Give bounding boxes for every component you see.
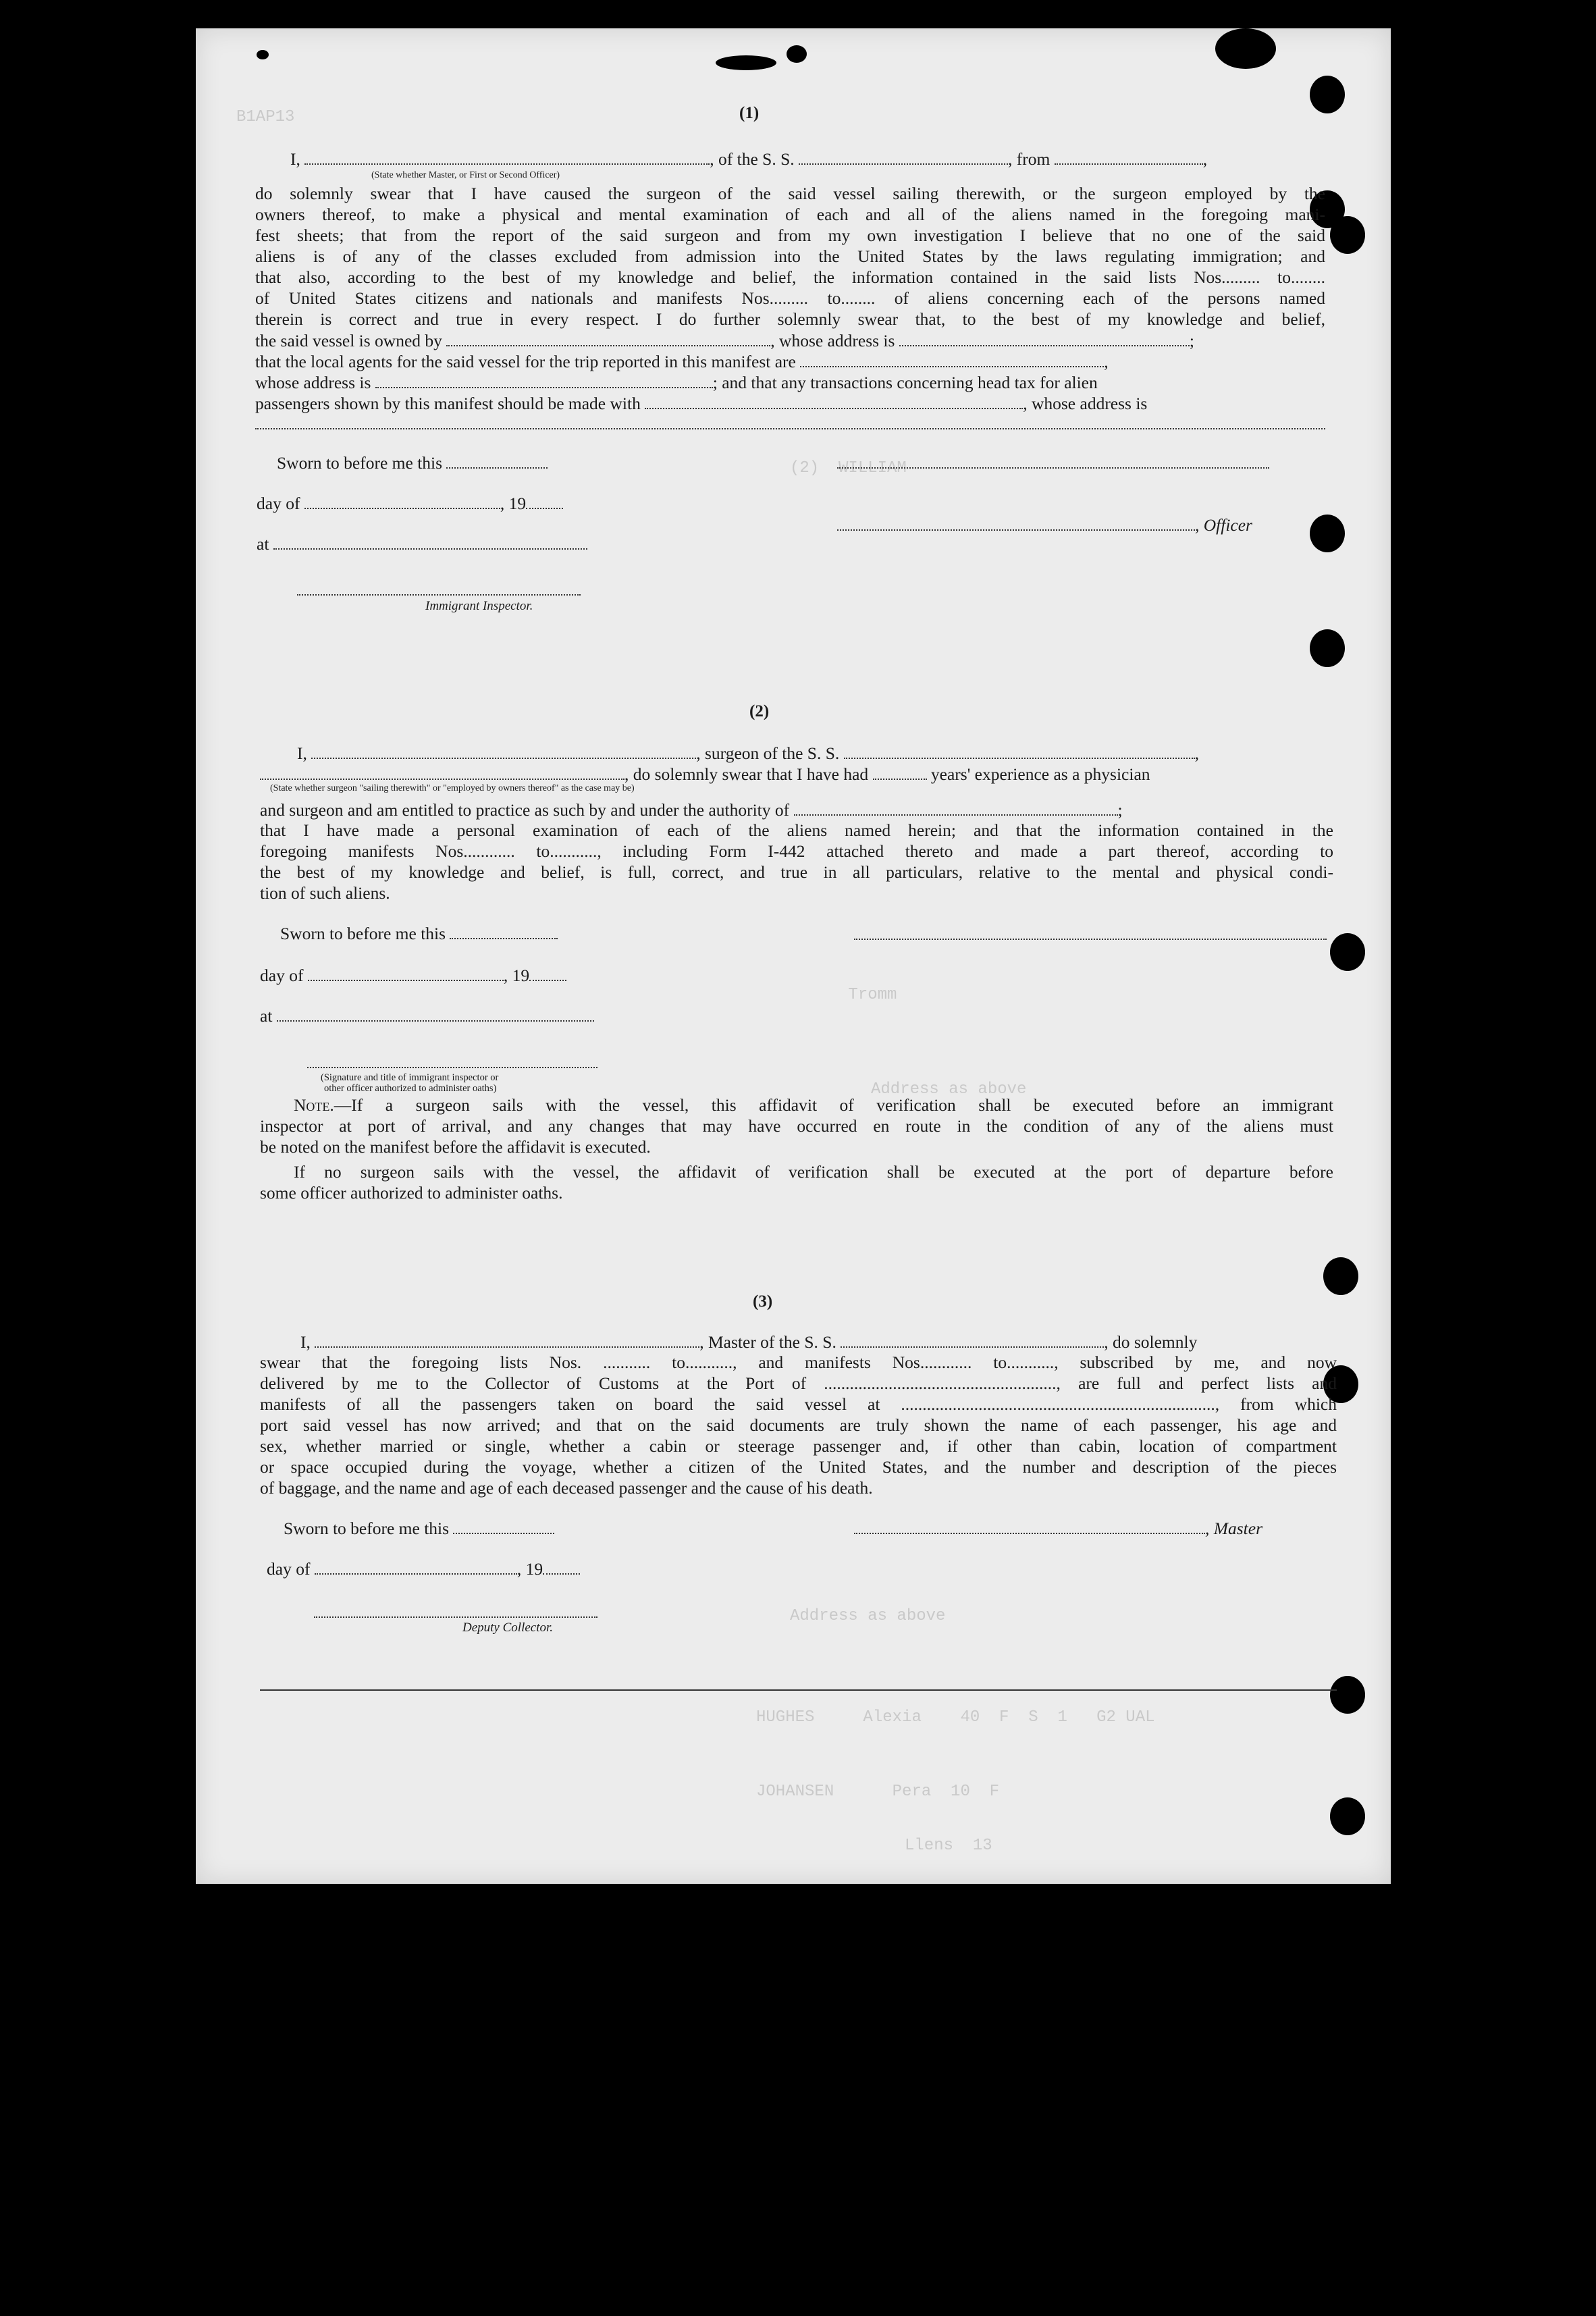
note-paragraph: some officer authorized to administer oaths. [260, 1183, 563, 1203]
owned-by-line: the said vessel is owned by , whose address is ; [255, 331, 1194, 350]
punch-hole [1310, 515, 1345, 552]
at-line: at [260, 1005, 594, 1026]
section2-line2: , do solemnly swear that I have had years' experience as a physician [260, 764, 1150, 785]
section-number: (3) [753, 1292, 773, 1311]
punch-hole [1330, 1797, 1365, 1835]
collector-signature-line [314, 1616, 597, 1618]
section1-line1: I, , of the S. S. , from , [290, 149, 1208, 169]
sworn-line: Sworn to before me this [277, 452, 548, 473]
punch-hole [1330, 1676, 1365, 1714]
ink-blot [716, 55, 776, 70]
officer-signature-line: , Officer [837, 515, 1252, 535]
agents-address-line: whose address is ; and that any transactions concerning head tax for alien [255, 373, 1098, 392]
officer-note: (State whether Master, or First or Second Officer) [371, 170, 560, 180]
bleed-through-text: Address as above [790, 1607, 946, 1625]
day-of-line: day of , 19 [267, 1558, 580, 1579]
ink-blot [1215, 28, 1276, 69]
day-of-line: day of , 19 [257, 493, 563, 514]
note-paragraph: be noted on the manifest before the affidavit is executed. [260, 1137, 651, 1157]
punch-hole [1310, 76, 1345, 113]
authority-line: and surgeon and am entitled to practice as such by and under the authority of ; [260, 800, 1123, 820]
note-paragraph: Note.—If a surgeon sails with the vessel, this affidavit of verification shall be executed before an immigrant [294, 1095, 1333, 1115]
surgeon-signature-line [854, 939, 1327, 940]
signature-line [837, 467, 1269, 469]
section-number: (1) [739, 104, 760, 122]
punch-hole [1323, 1257, 1358, 1295]
local-agents-line: that the local agents for the said vessel for the trip reported in this manifest are , [255, 352, 1109, 371]
signature-note: other officer authorized to administer oaths) [324, 1083, 497, 1094]
section-number: (2) [749, 702, 770, 720]
inspector-signature-line [297, 594, 581, 596]
sworn-line: Sworn to before me this [280, 923, 558, 944]
bleed-through-text: Llens 13 [905, 1837, 992, 1855]
bottom-rule [260, 1689, 1337, 1691]
day-of-line: day of , 19 [260, 965, 566, 986]
inspector-signature-line [307, 1067, 597, 1068]
punch-hole [1330, 216, 1365, 254]
note-paragraph: inspector at port of arrival, and any changes that may have occurred en route in the condition of any of the aliens must [260, 1116, 1333, 1136]
inspector-caption: Immigrant Inspector. [425, 599, 533, 613]
section3-line1: I, , Master of the S. S. , do solemnly [300, 1332, 1198, 1352]
surgeon-note: (State whether surgeon "sailing therewith" or "employed by owners thereof" as the case may be) [270, 783, 635, 793]
bleed-through-text: Tromm [790, 986, 897, 1004]
bleed-through-text: HUGHES Alexia 40 F S 1 G2 UAL [756, 1708, 1155, 1727]
bleed-through-text: JOHANSEN Pera 10 F [756, 1783, 1000, 1801]
ink-blot [787, 45, 807, 63]
collector-caption: Deputy Collector. [462, 1621, 554, 1635]
punch-hole [1310, 629, 1345, 667]
ink-blot [257, 50, 269, 59]
address-dotted-line [255, 428, 1325, 429]
bleed-through-text: B1AP13 [236, 108, 295, 126]
head-tax-line: passengers shown by this manifest should be made with , whose address is [255, 394, 1148, 413]
bleed-through-text: (2) WILLIAM [790, 459, 907, 477]
bleed-through-text: Address as above [871, 1080, 1027, 1099]
section2-line1: I, , surgeon of the S. S. , [297, 743, 1200, 763]
at-line: at [257, 533, 587, 554]
manifest-affidavit-page: (2) WILLIAM Tromm Address as above Address as above HUGHES Alexia 40 F S 1 G2 UAL JOHANSEN Pera 10 F Llens 13 B1AP13 (1) I, , of the S. S. , from , (State whether Master, or First or Second Officer) do solemnly swear that I have caused the surgeon of the said vessel sailing therewith, or the surgeon employed by the owners thereof, to make a physical and mental examination of each and all of the aliens named in the foregoing mani- fest sheets; that from the report of the said surgeon and from my own investigation I believe that no one of the said aliens is of any of the classes excluded from admission into the United States by the laws regulating immigration; and that also, according to the best of my knowledge and belief, the information contained in the said lists Nos......... to........ of United States citizens and nationals and manifests Nos......... to........ of aliens concerning each of the persons named therein is correct and true in every respect. I do further solemnly swear that, to the best of my knowledge and belief, the said vessel is owned by , whose address is ; that the local agents for the said vessel for the trip reported in this manifest are , whose address is ; and that any transactions concerning head tax for alien passengers shown by this manifest should be made with , whose address is Sworn to before me this day of , 19 , Officer at Immigrant Inspector. (2) I, , surgeon of the S. S. , , do solemnly swear that I have had years' experience as a physician (State whether surgeon "sailing therewith" or "employed by owners thereof" as the case may be) and surgeon and am entitled to practice as such by and under the authority of ; that I have made a personal examination of each of the aliens named herein; and that the information contained in the foregoing manifests Nos............ to..........., including Form I-442 attached thereto and made a part thereof, according to the best of my knowledge and belief, is full, correct, and true in all particulars, relative to the mental and physical condi- tion of such aliens. Sworn to before me this day of , 19 at (Signature and title of immigrant inspector or other officer authorized to administer oaths) Note.—If a surgeon sails with the vessel, this affidavit of verification shall be executed before an immigrant inspector at port of arrival, and any changes that may have occurred en route in the condition of any of the aliens must be noted on the manifest before the affidavit is executed. If no surgeon sails with the vessel, the affidavit of verification shall be executed at the port of departure before some officer authorized to administer oaths. (3) I, , Master of the S. S. , do solemnly swear that the foregoing lists Nos. ........... to..........., and manifests Nos............ to..........., subscribed by me, and now delivered by me to the Collector of Customs at the Port of ......................................................, are full and perfect lists and manifests of all the passengers taken on board the said vessel at ........................................................................., from which port said vessel has now arrived; and that on the said documents are truly shown the name of each passenger, his age and sex, whether married or single, whether a cabin or steerage passenger and, if other than cabin, location of compartment or space occupied during the voyage, whether a citizen of the United States, and the number and description of the pieces of baggage, and the name and age of each deceased passenger and the cause of his death. Sworn to before me this , Master day of , 19 Deputy Collector. [196, 28, 1391, 1884]
note-paragraph: If no surgeon sails with the vessel, the affidavit of verification shall be executed at the port of departure before [294, 1162, 1333, 1182]
master-signature-line: , Master [854, 1518, 1262, 1539]
punch-hole [1330, 933, 1365, 971]
signature-note: (Signature and title of immigrant inspector or [321, 1072, 499, 1083]
sworn-line: Sworn to before me this [284, 1518, 554, 1539]
